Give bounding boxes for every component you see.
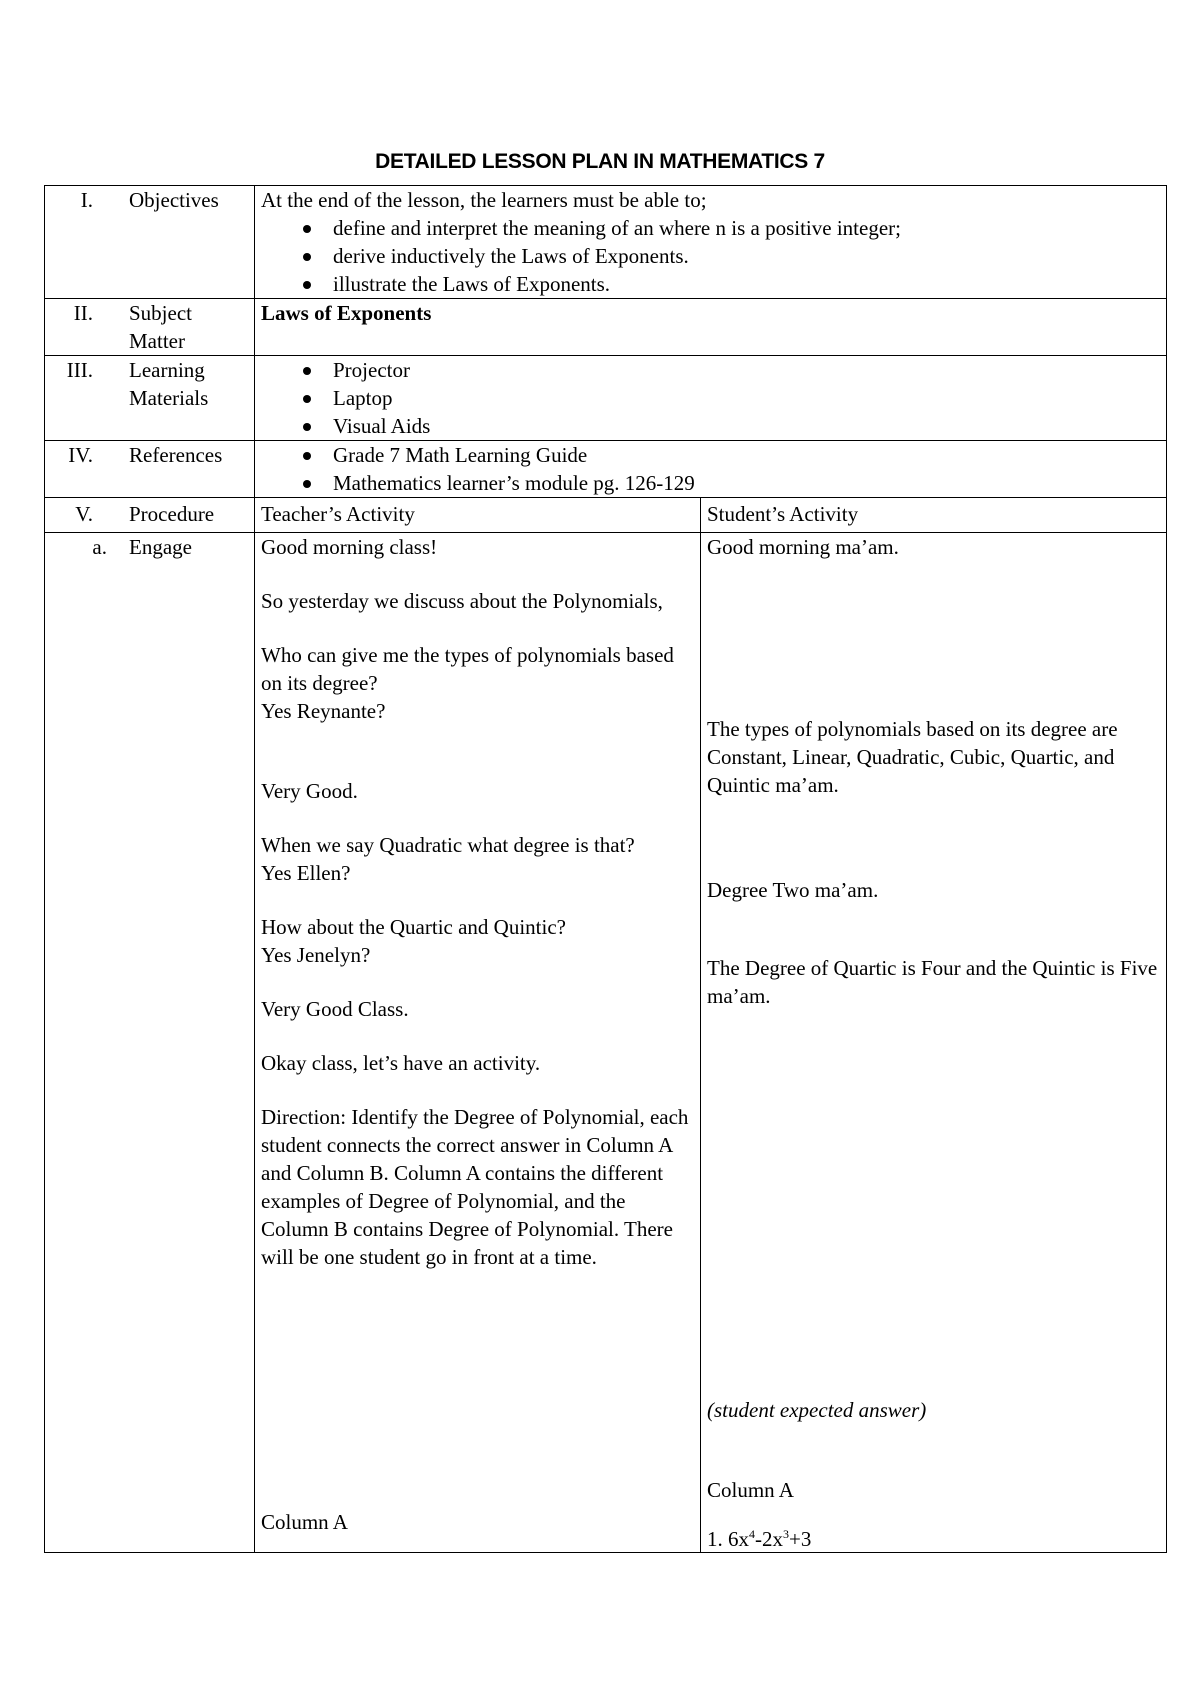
objective-item: derive inductively the Laws of Exponents. xyxy=(261,242,1160,270)
student-line: Good morning ma’am. xyxy=(707,535,899,559)
student-expression xyxy=(707,1525,811,1553)
teacher-column-a: Column A xyxy=(261,1510,348,1534)
teacher-line: Very Good. xyxy=(261,779,358,803)
subject-label-cell xyxy=(45,299,255,356)
objective-item: illustrate the Laws of Exponents. xyxy=(261,270,1160,298)
procedure-num: V. xyxy=(75,502,93,526)
expression-prefix: 1. 6x xyxy=(707,1527,749,1551)
page-title: DETAILED LESSON PLAN IN MATHEMATICS 7 xyxy=(375,150,825,173)
engage-num: a. xyxy=(92,535,107,559)
student-column-a: Column A xyxy=(707,1478,794,1502)
teacher-line: How about the Quartic and Quintic? xyxy=(261,915,566,939)
materials-label: Learning Materials xyxy=(129,358,209,410)
student-activity xyxy=(701,533,1167,1553)
student-line: The types of polynomials based on its degree are Constant, Linear, Quadratic, Cubic, Quartic, and Quintic ma’am. xyxy=(707,717,1118,797)
subject-value xyxy=(255,299,1167,356)
materials-list xyxy=(261,356,1160,440)
subject-num: II. xyxy=(73,301,93,325)
material-item: Laptop xyxy=(261,384,1160,412)
materials-label-cell xyxy=(45,356,255,441)
procedure-label-cell xyxy=(45,498,255,533)
lesson-plan-table xyxy=(44,185,1167,1553)
engage-row xyxy=(45,533,1167,1553)
reference-item: Mathematics learner’s module pg. 126-129 xyxy=(261,469,1160,497)
engage-label-cell xyxy=(45,533,255,1553)
objectives-label-cell xyxy=(45,186,255,299)
student-line: The Degree of Quartic is Four and the Quintic is Five ma’am. xyxy=(707,956,1158,1008)
teacher-activity xyxy=(255,533,701,1553)
teacher-line: Good morning class! xyxy=(261,535,438,559)
references-content xyxy=(255,441,1167,498)
materials-content xyxy=(255,356,1167,441)
reference-item: Grade 7 Math Learning Guide xyxy=(261,441,1160,469)
procedure-row xyxy=(45,498,1167,533)
materials-num: III. xyxy=(66,358,93,382)
student-expected-answer: (student expected answer) xyxy=(707,1398,927,1422)
material-item: Visual Aids xyxy=(261,412,1160,440)
objectives-list xyxy=(261,214,1160,298)
subject-label: Subject Matter xyxy=(129,301,192,353)
procedure-label: Procedure xyxy=(129,502,215,526)
objectives-num: I. xyxy=(80,188,93,212)
material-item: Projector xyxy=(261,356,1160,384)
teacher-line: Yes Jenelyn? xyxy=(261,943,371,967)
subject-row xyxy=(45,299,1167,356)
references-label-cell xyxy=(45,441,255,498)
teacher-direction: Direction: Identify the Degree of Polynomial, each student connects the correct answer in Column A and Column B. Column A contains the different examples of Degree of Polynomial, and the Column B contains Degree of Polynomial. There will be one student go in front at a time. xyxy=(261,1105,689,1269)
objectives-content xyxy=(255,186,1167,299)
expression-exponent-2: 3 xyxy=(783,1527,789,1541)
objective-item: define and interpret the meaning of an where n is a positive integer; xyxy=(261,214,1160,242)
teacher-line: Yes Ellen? xyxy=(261,861,351,885)
references-num: IV. xyxy=(68,443,93,467)
expression-suffix: +3 xyxy=(789,1527,812,1551)
teacher-line: Yes Reynante? xyxy=(261,699,386,723)
objectives-intro: At the end of the lesson, the learners must be able to; xyxy=(261,188,707,212)
references-list xyxy=(261,441,1160,497)
teacher-line: So yesterday we discuss about the Polynomials, xyxy=(261,589,663,613)
objectives-label: Objectives xyxy=(129,188,219,212)
teacher-activity-header: Teacher’s Activity xyxy=(255,498,701,533)
teacher-line: Who can give me the types of polynomials based on its degree? xyxy=(261,643,674,695)
references-label: References xyxy=(129,443,223,467)
teacher-line: When we say Quadratic what degree is that? xyxy=(261,833,635,857)
engage-label: Engage xyxy=(129,535,192,559)
teacher-line: Okay class, let’s have an activity. xyxy=(261,1051,541,1075)
objectives-row xyxy=(45,186,1167,299)
subject-matter: Laws of Exponents xyxy=(261,301,432,325)
materials-row xyxy=(45,356,1167,441)
references-row xyxy=(45,441,1167,498)
student-activity-header: Student’s Activity xyxy=(701,498,1167,533)
expression-exponent-1: 4 xyxy=(749,1527,755,1541)
expression-middle: -2x xyxy=(755,1527,783,1551)
teacher-line: Very Good Class. xyxy=(261,997,409,1021)
student-line: Degree Two ma’am. xyxy=(707,878,879,902)
